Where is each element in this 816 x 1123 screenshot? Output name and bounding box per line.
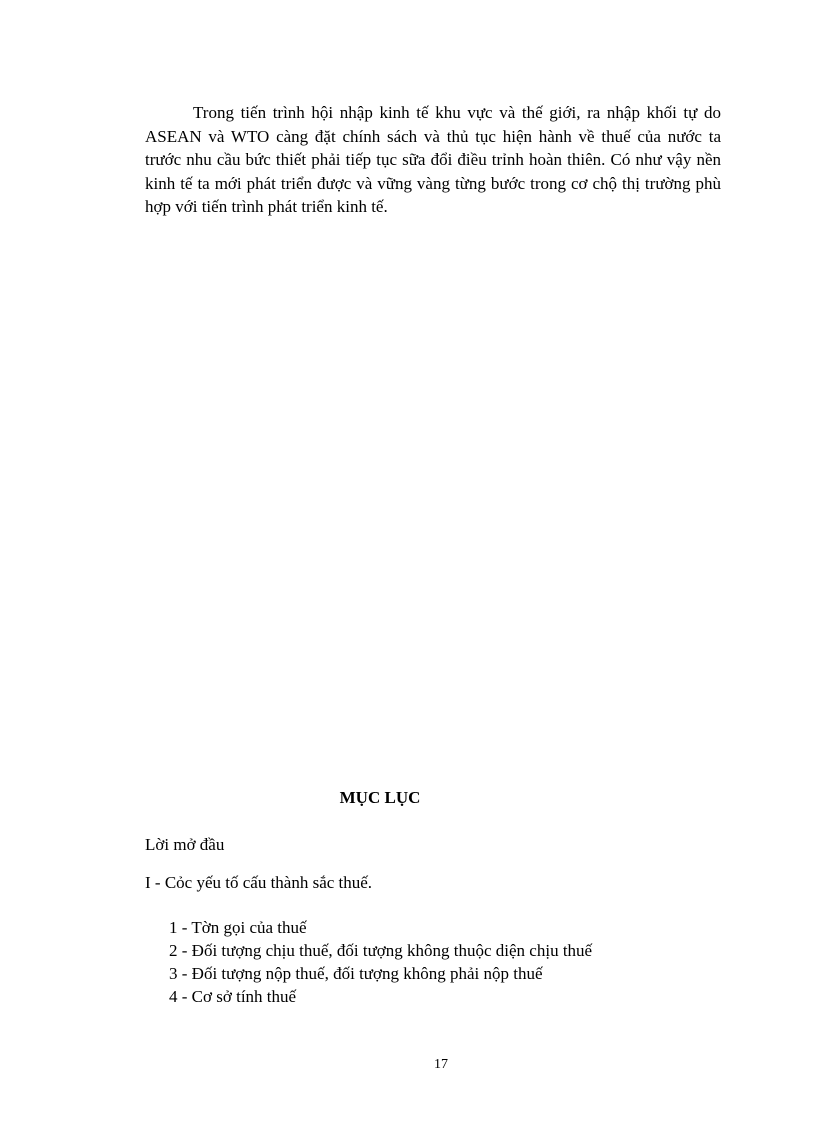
toc-item-preface: Lời mở đầu [145, 835, 225, 854]
toc-title: MỤC LỤC [339, 788, 421, 807]
toc-subitem: 2 - Đối tượng chịu thuế, đối tượng không thuộc diện chịu thuế [169, 941, 593, 960]
toc-item-section-1: I - Cỏc yếu tố cấu thành sắc thuế. [145, 873, 373, 892]
intro-paragraph: Trong tiến trình hội nhập kinh tế khu vực và thế giới, ra nhập khối tự do ASEAN và WTO càng đặt chính sách và thủ tục hiện hành về thuế của nước ta trước nhu cầu bức thiết phải tiếp tục sữa đổi điều trỉnh hoàn thiên. Có như vậy nền kinh tế ta mới phát triển được và vững vàng từng bước trong cơ chộ thị trường phù hợp với tiến trình phát triển kinh tế. [145, 103, 721, 216]
toc-subitem: 4 - Cơ sở tính thuế [169, 987, 297, 1006]
toc-subitem: 3 - Đối tượng nộp thuế, đối tượng không phải nộp thuế [169, 964, 543, 983]
toc-subitem: 1 - Tờn gọi của thuế [169, 918, 307, 937]
page-number: 17 [434, 1057, 448, 1072]
